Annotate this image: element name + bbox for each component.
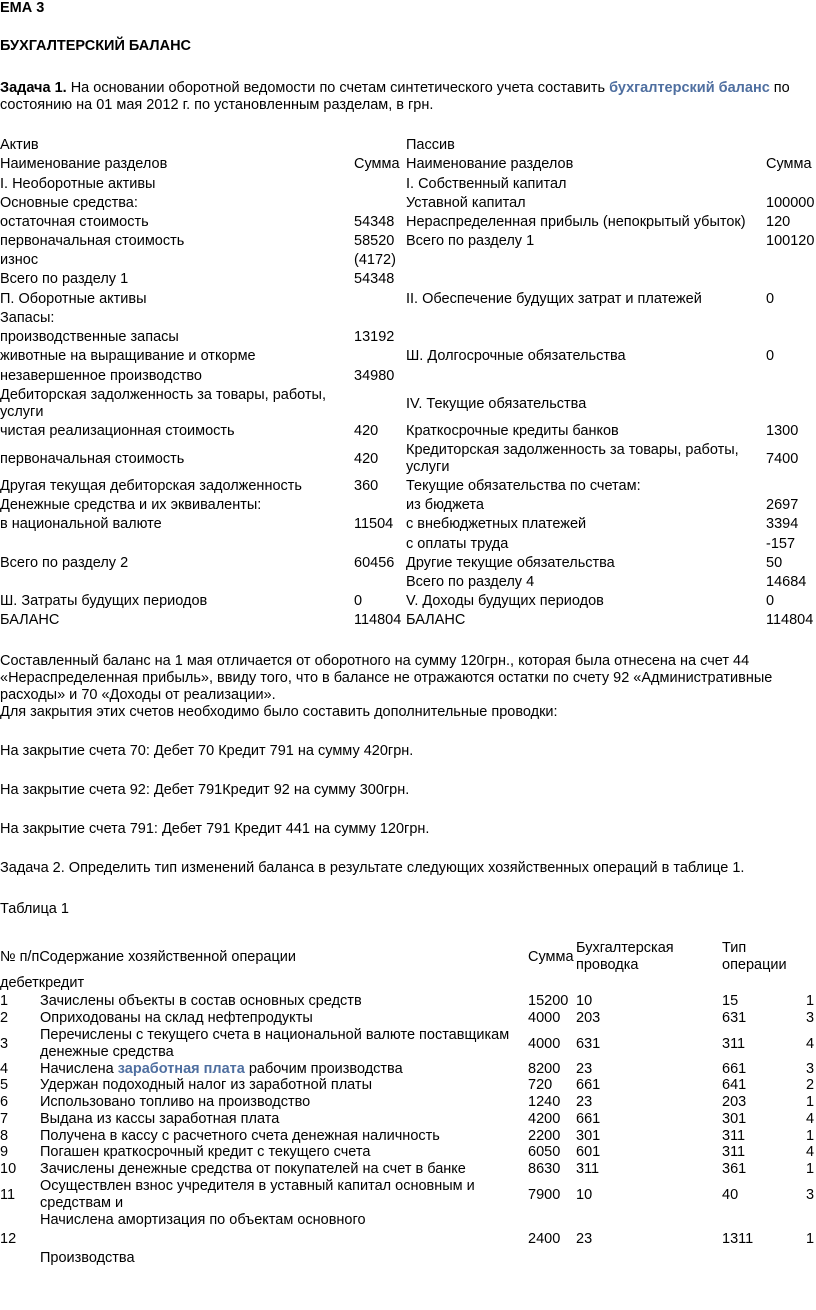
row-type: 1 xyxy=(806,1094,815,1110)
row-num: 11 xyxy=(0,1187,16,1203)
task1-text-after: по xyxy=(769,80,790,96)
row-sum: 4000 xyxy=(528,1010,561,1026)
task1-label: Задача 1. xyxy=(0,80,67,96)
row-num: 10 xyxy=(0,1161,17,1177)
row-text: Получена в кассу с расчетного счета денежная наличность xyxy=(40,1128,440,1144)
asset-name: Ш. Затраты будущих периодов xyxy=(0,593,208,609)
liability-sum: 120 xyxy=(766,214,791,230)
asset-sum: 114804 xyxy=(354,612,402,628)
liability-sum: 3394 xyxy=(766,516,799,532)
header-content: Содержание хозяйственной операции xyxy=(39,949,297,965)
row-debit: 661 xyxy=(576,1111,601,1127)
row-num: 3 xyxy=(0,1036,9,1052)
row-text: Погашен краткосрочный кредит с текущего счета xyxy=(40,1144,371,1160)
liability-name: Нераспределенная прибыль (непокрытый убыток) xyxy=(406,214,746,230)
document-title: БУХГАЛТЕРСКИЙ БАЛАНС xyxy=(0,38,192,54)
task1-line2: состоянию на 01 мая 2012 г. по установленным разделам, в грн. xyxy=(0,97,434,113)
row-debit: 203 xyxy=(576,1010,601,1026)
asset-name: Всего по разделу 2 xyxy=(0,555,129,571)
asset-name: чистая реализационная стоимость xyxy=(0,423,235,439)
row-credit: 361 xyxy=(722,1161,747,1177)
liability-name: Текущие обязательства по счетам: xyxy=(406,478,641,494)
liability-col-sum: Сумма xyxy=(766,156,812,172)
liability-name: II. Обеспечение будущих затрат и платежей xyxy=(406,291,702,307)
row-text: Зачислены объекты в состав основных средств xyxy=(40,993,362,1009)
asset-col-name: Наименование разделов xyxy=(0,156,168,172)
row-num: 5 xyxy=(0,1077,9,1093)
row-type: 4 xyxy=(806,1036,815,1052)
row-sum: 8630 xyxy=(528,1161,561,1177)
liability-sum: 0 xyxy=(766,348,775,364)
liability-sum: 100120 xyxy=(766,233,815,249)
liability-sum: 114804 xyxy=(766,612,814,628)
row-num: 9 xyxy=(0,1144,9,1160)
liability-name: Всего по разделу 1 xyxy=(406,233,535,249)
row-sum: 4200 xyxy=(528,1111,561,1127)
row-credit: 631 xyxy=(722,1010,747,1026)
liability-name: V. Доходы будущих периодов xyxy=(406,593,604,609)
row-type: 3 xyxy=(806,1061,815,1077)
entry-line: На закрытие счета 70: Дебет 70 Кредит 791 на сумму 420грн. xyxy=(0,743,414,759)
row-debit: 10 xyxy=(576,993,593,1009)
row-text: Зачислены денежные средства от покупателей на счет в банке xyxy=(40,1161,466,1177)
row-num: 2 xyxy=(0,1010,9,1026)
asset-name: Всего по разделу 1 xyxy=(0,271,129,287)
row-sum: 15200 xyxy=(528,993,569,1009)
entry-line: На закрытие счета 92: Дебет 791Кредит 92 на сумму 300грн. xyxy=(0,782,410,798)
balance-link[interactable]: бухгалтерский баланс xyxy=(609,80,770,96)
row-type: 1 xyxy=(806,1161,815,1177)
row-sum: 7900 xyxy=(528,1187,561,1203)
row-credit: 203 xyxy=(722,1094,747,1110)
table-caption: Таблица 1 xyxy=(0,901,69,917)
row-text-line1: Начислена амортизация по объектам основного xyxy=(40,1212,366,1228)
asset-name: Основные средства: xyxy=(0,195,138,211)
row-text-after: рабочим производства xyxy=(244,1061,403,1077)
asset-name: в национальной валюте xyxy=(0,516,162,532)
row-type: 1 xyxy=(806,1231,815,1247)
salary-link[interactable]: заработная плата xyxy=(117,1061,245,1077)
row-sum: 8200 xyxy=(528,1061,561,1077)
row-num: 4 xyxy=(0,1061,9,1077)
row-text: Использовано топливо на производство xyxy=(40,1094,311,1110)
row-type: 2 xyxy=(806,1077,815,1093)
row-debit: 601 xyxy=(576,1144,601,1160)
liability-title: Пассив xyxy=(406,137,455,153)
row-text: Удержан подоходный налог из заработной платы xyxy=(40,1077,372,1093)
row-type: 3 xyxy=(806,1187,815,1203)
header-type-l1: Тип xyxy=(722,940,747,956)
row-text: Выдана из кассы заработная плата xyxy=(40,1111,280,1127)
liability-sum: 50 xyxy=(766,555,783,571)
header-entry-l1: Бухгалтерская xyxy=(576,940,674,956)
row-text: Перечислены с текущего счета в национальной валюте поставщикам денежные средства xyxy=(40,1027,510,1060)
asset-name: производственные запасы xyxy=(0,329,179,345)
liability-name: с внебюджетных платежей xyxy=(406,516,587,532)
liability-name: из бюджета xyxy=(406,497,484,513)
liability-name: IV. Текущие обязательства xyxy=(406,396,587,412)
asset-name: I. Необоротные активы xyxy=(0,176,156,192)
row-text-line2: Производства xyxy=(40,1250,135,1266)
liability-name: Краткосрочные кредиты банков xyxy=(406,423,619,439)
asset-name: первоначальная стоимость xyxy=(0,233,185,249)
asset-name: Другая текущая дебиторская задолженность xyxy=(0,478,302,494)
row-type: 1 xyxy=(806,1128,815,1144)
asset-sum: 54348 xyxy=(354,271,395,287)
row-num: 1 xyxy=(0,993,9,1009)
asset-col-sum: Сумма xyxy=(354,156,400,172)
row-credit: 641 xyxy=(722,1077,747,1093)
row-num: 6 xyxy=(0,1094,9,1110)
note-line: Для закрытия этих счетов необходимо было составить дополнительные проводки: xyxy=(0,704,558,720)
row-sum: 1240 xyxy=(528,1094,561,1110)
row-credit: 40 xyxy=(722,1187,739,1203)
row-credit: 311 xyxy=(722,1036,746,1052)
task1-line1 xyxy=(0,80,790,97)
row-type: 3 xyxy=(806,1010,815,1026)
liability-name: с оплаты труда xyxy=(406,536,509,552)
asset-name: остаточная стоимость xyxy=(0,214,149,230)
header-entry-l2: проводка xyxy=(576,957,639,973)
asset-sum: 54348 xyxy=(354,214,395,230)
asset-name: износ xyxy=(0,252,39,268)
liability-name: Ш. Долгосрочные обязательства xyxy=(406,348,626,364)
asset-name: Денежные средства и их эквиваленты: xyxy=(0,497,262,513)
asset-sum: 420 xyxy=(354,451,379,467)
row-sum: 6050 xyxy=(528,1144,561,1160)
row-credit: 1311 xyxy=(722,1231,754,1247)
asset-name: первоначальная стоимость xyxy=(0,451,185,467)
row-debit: 23 xyxy=(576,1094,593,1110)
row-sum: 2400 xyxy=(528,1231,561,1247)
liability-sum: 100000 xyxy=(766,195,815,211)
row-debit: 10 xyxy=(576,1187,593,1203)
asset-sum: 360 xyxy=(354,478,379,494)
row-num: 8 xyxy=(0,1128,9,1144)
liability-name: Всего по разделу 4 xyxy=(406,574,535,590)
note-line: Составленный баланс на 1 мая отличается от оборотного на сумму 120грн., которая была отнесена на счет 44 xyxy=(0,653,750,669)
asset-sum: 60456 xyxy=(354,555,395,571)
asset-sum: (4172) xyxy=(354,252,396,268)
header-type-l2: операции xyxy=(722,957,787,973)
row-text: Оприходованы на склад нефтепродукты xyxy=(40,1010,313,1026)
entry-line: На закрытие счета 791: Дебет 791 Кредит 441 на сумму 120грн. xyxy=(0,821,430,837)
asset-sum: 13192 xyxy=(354,329,395,345)
row-type: 4 xyxy=(806,1144,815,1160)
row-num: 7 xyxy=(0,1111,9,1127)
table-header-num xyxy=(0,949,296,966)
row-credit: 661 xyxy=(722,1061,747,1077)
row-debit: 661 xyxy=(576,1077,601,1093)
row-credit: 311 xyxy=(722,1144,746,1160)
header-sum: Сумма xyxy=(528,949,574,965)
row-credit: 301 xyxy=(722,1111,747,1127)
row-credit: 311 xyxy=(722,1128,746,1144)
header-debcred: дебеткредит xyxy=(0,975,85,991)
row-sum: 4000 xyxy=(528,1036,561,1052)
asset-title: Актив xyxy=(0,137,39,153)
row-debit: 23 xyxy=(576,1061,593,1077)
header-num: № п/п xyxy=(0,949,40,965)
liability-sum: 0 xyxy=(766,593,775,609)
row-text xyxy=(40,1061,403,1078)
liability-sum: 2697 xyxy=(766,497,799,513)
asset-sum: 58520 xyxy=(354,233,395,249)
liability-name: Кредиторская задолженность за товары, работы, услуги xyxy=(406,442,739,475)
asset-sum: 420 xyxy=(354,423,379,439)
row-debit: 631 xyxy=(576,1036,601,1052)
row-credit: 15 xyxy=(722,993,739,1009)
note-line: расходы» и 70 «Доходы от реализации». xyxy=(0,687,276,703)
liability-name: I. Собственный капитал xyxy=(406,176,567,192)
liability-name: Уставной капитал xyxy=(406,195,526,211)
asset-name: животные на выращивание и откорме xyxy=(0,348,256,364)
asset-name: Запасы: xyxy=(0,310,55,326)
asset-name: Дебиторская задолженность за товары, работы, услуги xyxy=(0,387,326,420)
task1-text: На основании оборотной ведомости по счетам синтетического учета составить xyxy=(66,80,610,96)
asset-sum: 11504 xyxy=(354,516,394,532)
row-sum: 720 xyxy=(528,1077,553,1093)
row-text: Осуществлен взнос учредителя в уставный капитал основным и средствам и xyxy=(40,1178,475,1211)
row-text-before: Начислена xyxy=(40,1061,118,1077)
liability-sum: 14684 xyxy=(766,574,807,590)
row-type: 1 xyxy=(806,993,815,1009)
asset-name: незавершенное производство xyxy=(0,368,202,384)
row-debit: 311 xyxy=(576,1161,600,1177)
liability-name: БАЛАНС xyxy=(406,612,466,628)
row-debit: 301 xyxy=(576,1128,601,1144)
section-title: ЕМА 3 xyxy=(0,0,45,16)
liability-name: Другие текущие обязательства xyxy=(406,555,615,571)
row-sum: 2200 xyxy=(528,1128,561,1144)
asset-sum: 0 xyxy=(354,593,363,609)
asset-name: БАЛАНС xyxy=(0,612,60,628)
row-debit: 23 xyxy=(576,1231,593,1247)
liability-sum: 7400 xyxy=(766,451,799,467)
task2-text: Задача 2. Определить тип изменений баланса в результате следующих хозяйственных операций в таблице 1. xyxy=(0,860,745,876)
liability-sum: -157 xyxy=(766,536,796,552)
liability-sum: 1300 xyxy=(766,423,799,439)
asset-name: П. Оборотные активы xyxy=(0,291,147,307)
asset-sum: 34980 xyxy=(354,368,395,384)
note-line: «Нераспределенная прибыль», ввиду того, что в балансе не отражаются остатки по счету 92 «Административные xyxy=(0,670,773,686)
liability-sum: 0 xyxy=(766,291,775,307)
liability-col-name: Наименование разделов xyxy=(406,156,574,172)
row-type: 4 xyxy=(806,1111,815,1127)
row-num: 12 xyxy=(0,1231,17,1247)
